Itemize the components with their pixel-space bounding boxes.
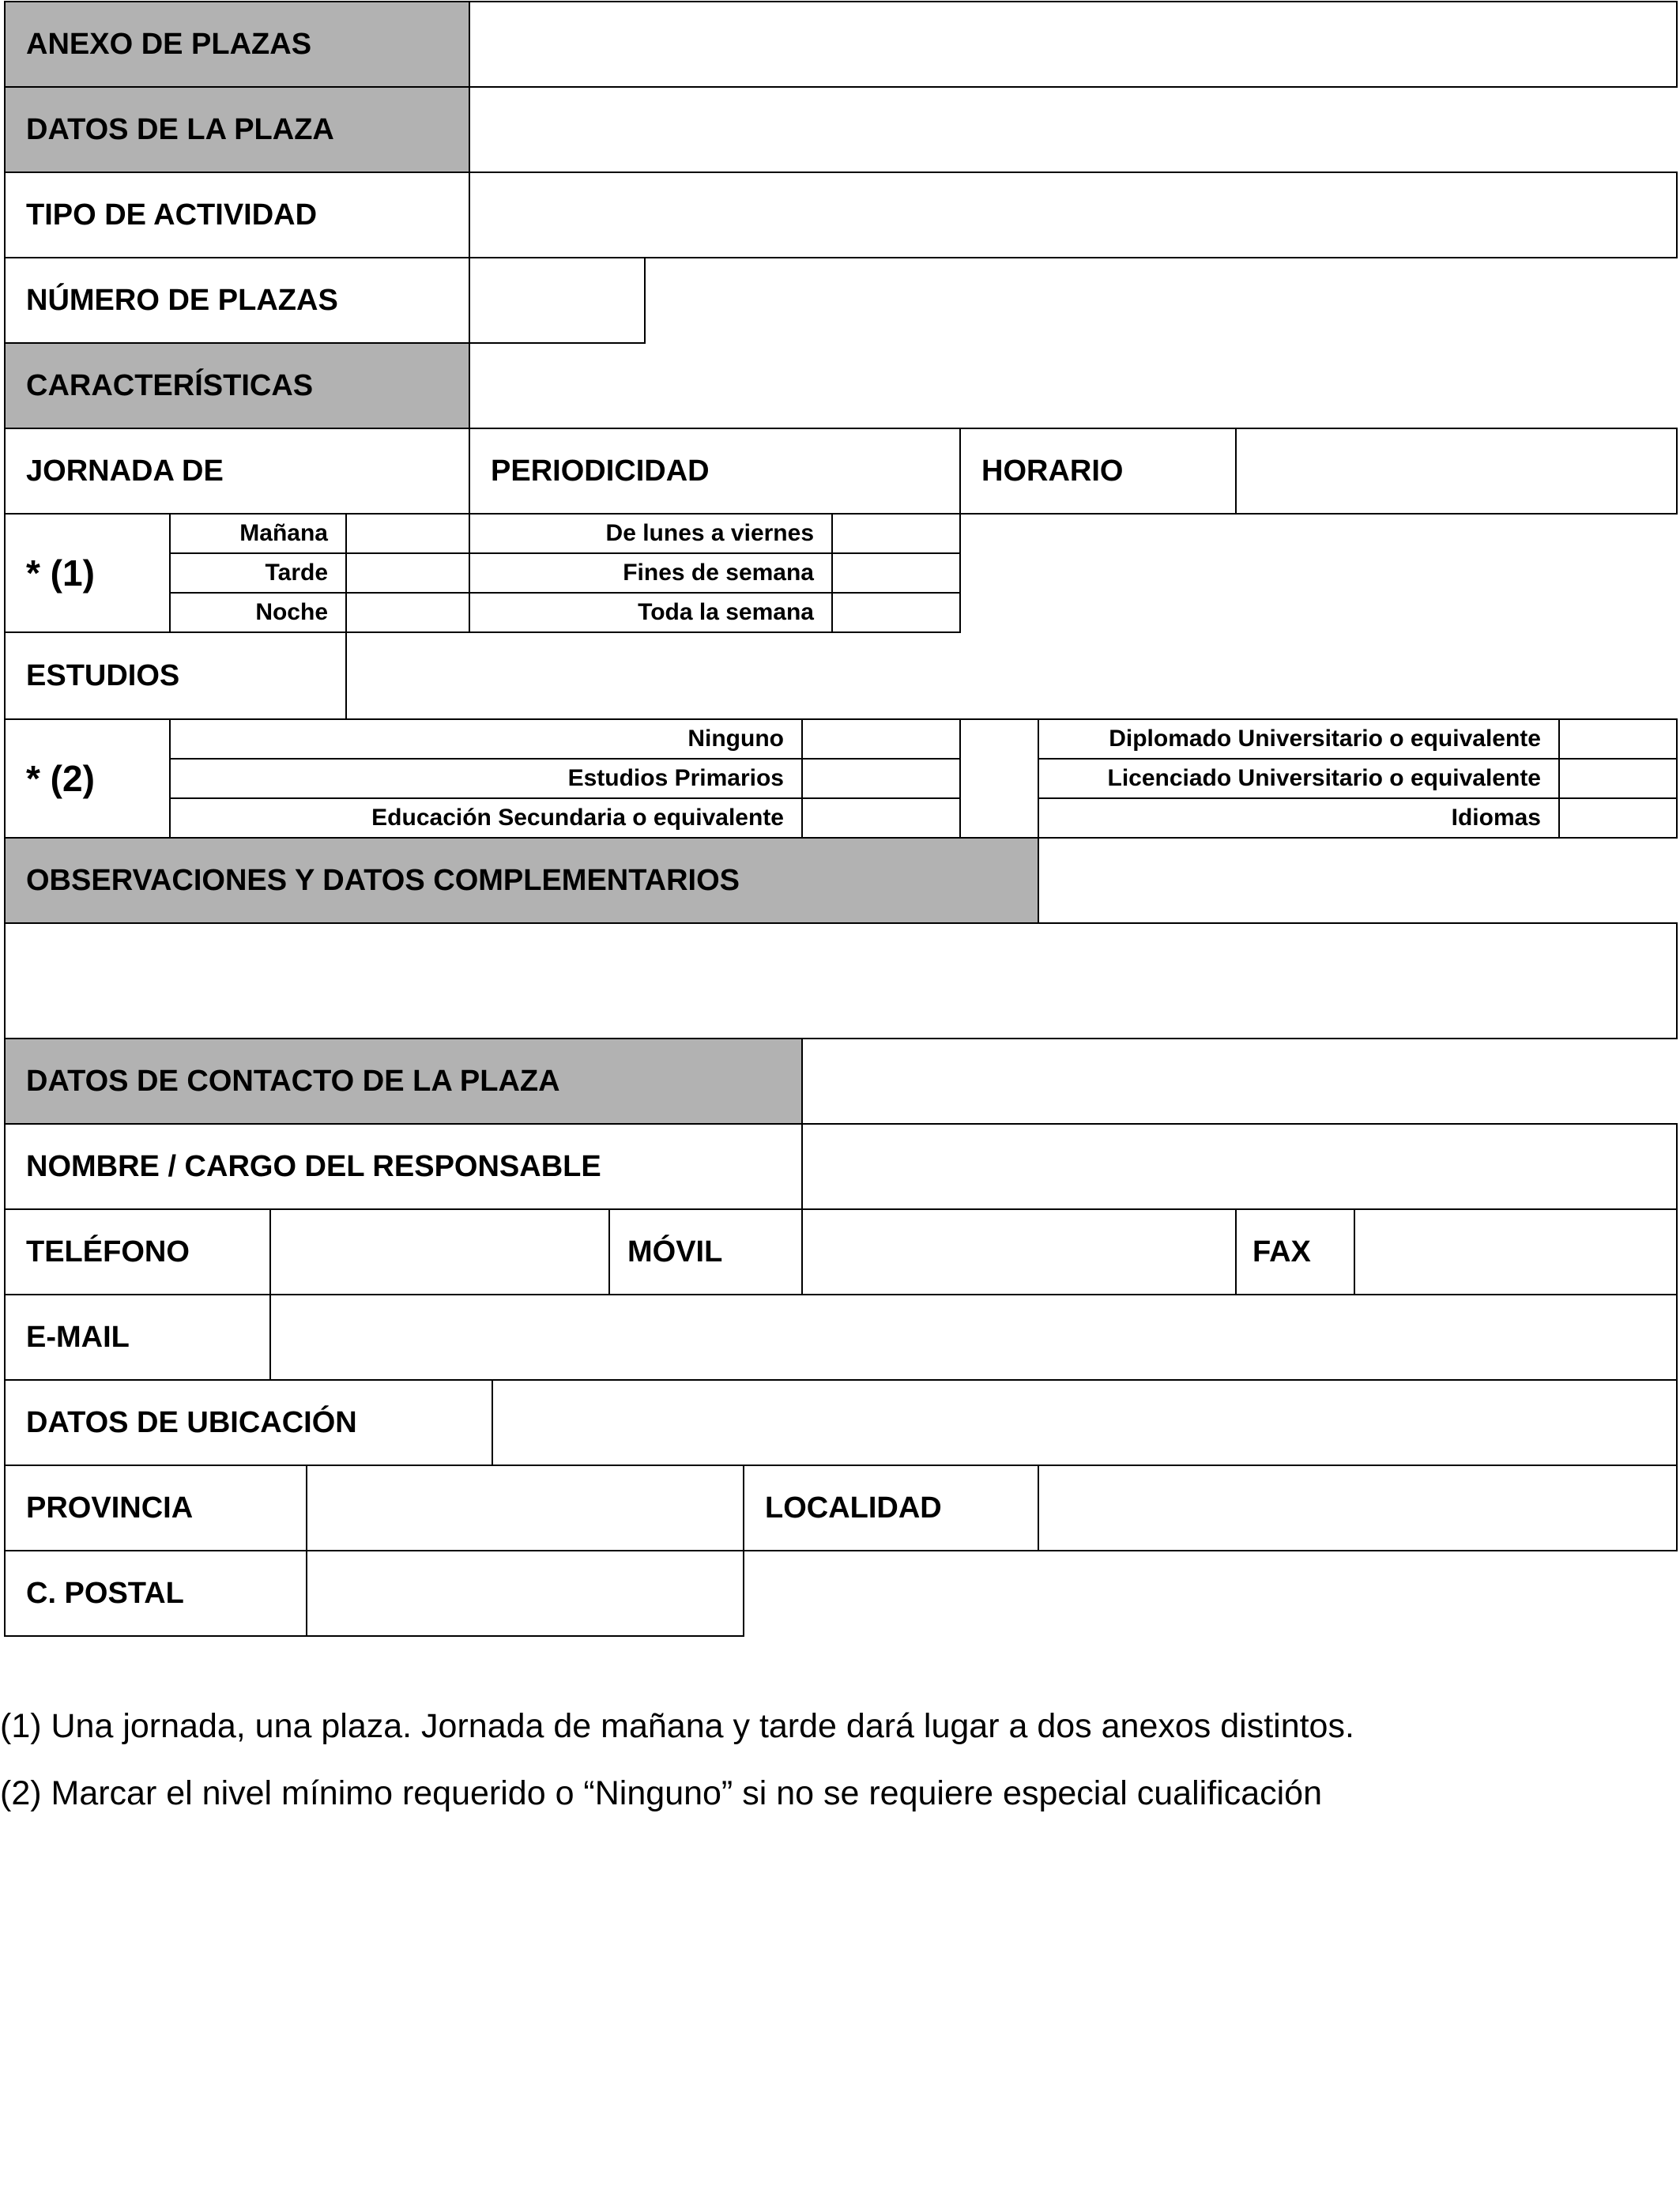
studies-label: ESTUDIOS xyxy=(4,631,347,720)
workday-label: JORNADA DE xyxy=(4,428,470,515)
studies-languages-label: Idiomas xyxy=(1038,797,1560,839)
phone-field[interactable] xyxy=(269,1208,610,1295)
annex-title: ANEXO DE PLAZAS xyxy=(4,1,470,88)
shift-morning-checkbox[interactable] xyxy=(345,513,470,554)
mobile-label: MÓVIL xyxy=(608,1208,803,1295)
postal-code-field[interactable] xyxy=(306,1550,744,1637)
schedule-field[interactable] xyxy=(1235,428,1678,515)
fax-label: FAX xyxy=(1235,1208,1355,1295)
studies-none-label: Ninguno xyxy=(169,718,803,760)
locality-field[interactable] xyxy=(1038,1465,1678,1551)
observations-heading: OBSERVACIONES Y DATOS COMPLEMENTARIOS xyxy=(4,837,1039,924)
location-data-field[interactable] xyxy=(492,1379,1678,1466)
mobile-field[interactable] xyxy=(801,1208,1237,1295)
email-field[interactable] xyxy=(269,1294,1678,1381)
observations-field[interactable] xyxy=(4,922,1678,1039)
studies-diploma-checkbox[interactable] xyxy=(1558,718,1678,760)
footnote-1: (1) Una jornada, una plaza. Jornada de mañana y tarde dará lugar a dos anexos distintos. xyxy=(0,1707,1354,1745)
period-weekends-label: Fines de semana xyxy=(469,552,833,594)
location-data-label: DATOS DE UBICACIÓN xyxy=(4,1379,493,1466)
studies-degree-checkbox[interactable] xyxy=(1558,758,1678,799)
email-label: E-MAIL xyxy=(4,1294,271,1381)
studies-primary-checkbox[interactable] xyxy=(801,758,961,799)
shift-night-checkbox[interactable] xyxy=(345,592,470,633)
province-field[interactable] xyxy=(306,1465,744,1551)
responsible-label: NOMBRE / CARGO DEL RESPONSABLE xyxy=(4,1123,803,1210)
schedule-label: HORARIO xyxy=(959,428,1237,515)
studies-spacer xyxy=(959,718,1039,839)
period-weekdays-label: De lunes a viernes xyxy=(469,513,833,554)
fax-field[interactable] xyxy=(1354,1208,1678,1295)
activity-type-field[interactable] xyxy=(469,172,1678,258)
activity-type-label: TIPO DE ACTIVIDAD xyxy=(4,172,470,258)
phone-label: TELÉFONO xyxy=(4,1208,271,1295)
shift-night-label: Noche xyxy=(169,592,347,633)
note1-marker: * (1) xyxy=(4,513,171,633)
studies-diploma-label: Diplomado Universitario o equivalente xyxy=(1038,718,1560,760)
responsible-field[interactable] xyxy=(801,1123,1678,1210)
province-label: PROVINCIA xyxy=(4,1465,307,1551)
period-all-week-checkbox[interactable] xyxy=(831,592,961,633)
studies-secondary-label: Educación Secundaria o equivalente xyxy=(169,797,803,839)
shift-afternoon-checkbox[interactable] xyxy=(345,552,470,594)
number-of-positions-label: NÚMERO DE PLAZAS xyxy=(4,257,470,344)
note2-marker: * (2) xyxy=(4,718,171,839)
periodicity-label: PERIODICIDAD xyxy=(469,428,961,515)
period-all-week-label: Toda la semana xyxy=(469,592,833,633)
studies-languages-checkbox[interactable] xyxy=(1558,797,1678,839)
period-weekdays-checkbox[interactable] xyxy=(831,513,961,554)
footnote-2: (2) Marcar el nivel mínimo requerido o “Ninguno” si no se requiere especial cualificación xyxy=(0,1774,1322,1812)
position-data-heading: DATOS DE LA PLAZA xyxy=(4,86,470,173)
studies-none-checkbox[interactable] xyxy=(801,718,961,760)
characteristics-heading: CARACTERÍSTICAS xyxy=(4,342,470,429)
shift-afternoon-label: Tarde xyxy=(169,552,347,594)
annex-title-field[interactable] xyxy=(469,1,1678,88)
studies-primary-label: Estudios Primarios xyxy=(169,758,803,799)
number-of-positions-field[interactable] xyxy=(469,257,646,344)
postal-code-label: C. POSTAL xyxy=(4,1550,307,1637)
studies-secondary-checkbox[interactable] xyxy=(801,797,961,839)
shift-morning-label: Mañana xyxy=(169,513,347,554)
locality-label: LOCALIDAD xyxy=(743,1465,1039,1551)
studies-degree-label: Licenciado Universitario o equivalente xyxy=(1038,758,1560,799)
contact-data-heading: DATOS DE CONTACTO DE LA PLAZA xyxy=(4,1038,803,1125)
period-weekends-checkbox[interactable] xyxy=(831,552,961,594)
